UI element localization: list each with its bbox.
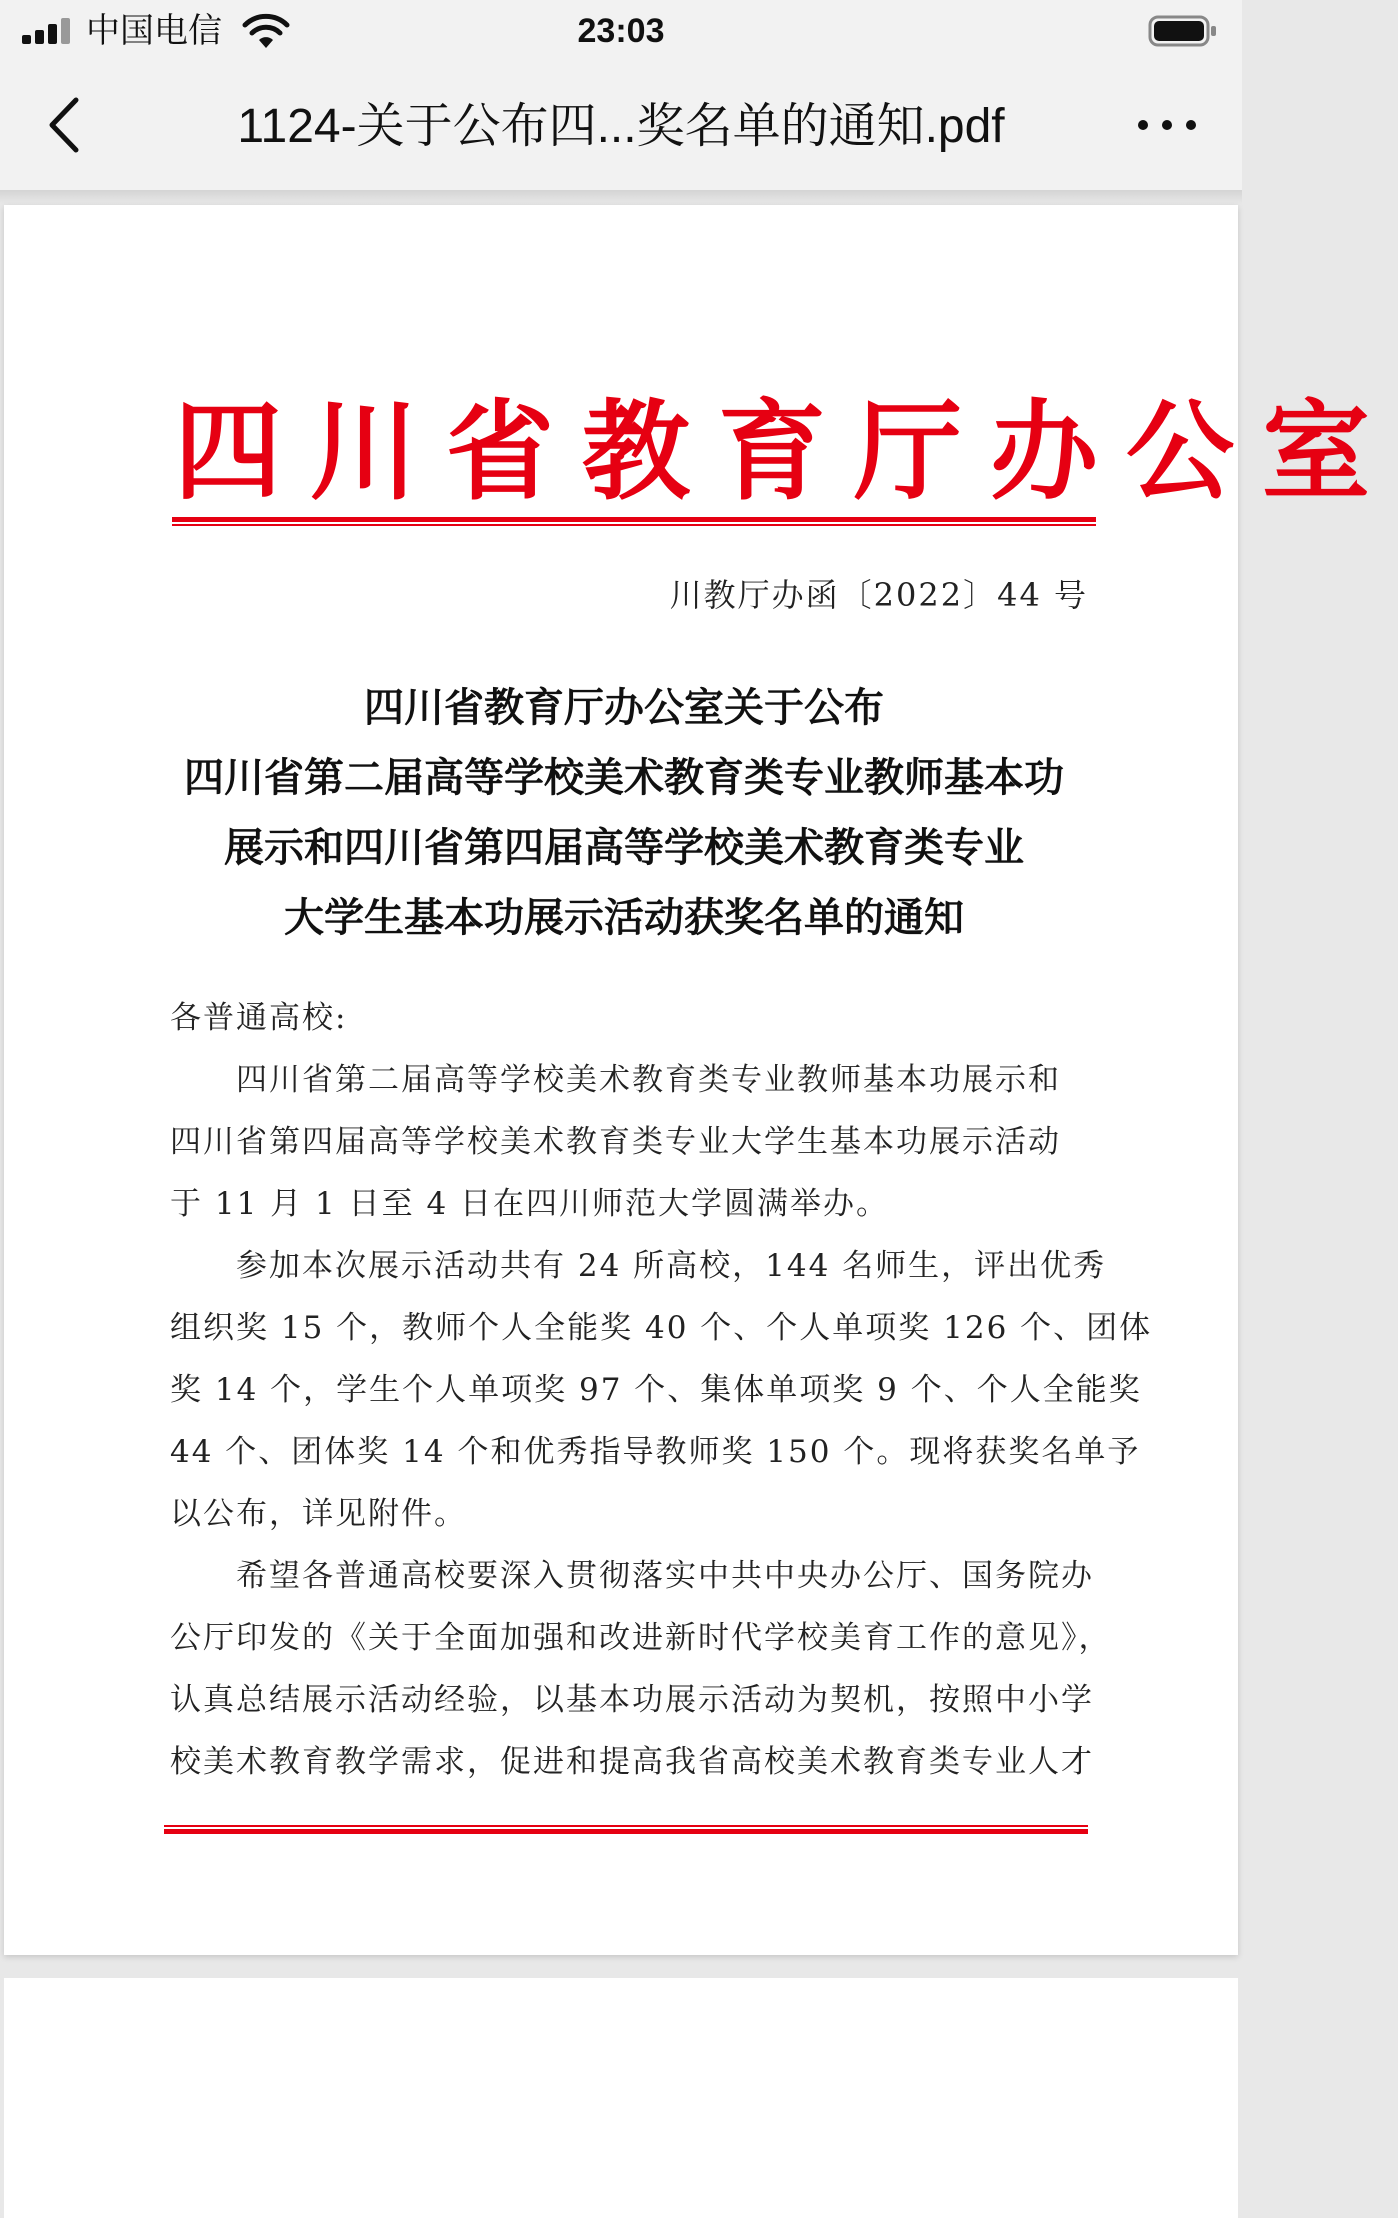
document-number: 川教厅办函〔2022〕44 号 xyxy=(669,576,1088,614)
issuer-header: 四川省教育厅办公室 xyxy=(174,389,1398,515)
body-line: 奖 14 个，学生个人单项奖 97 个、集体单项奖 9 个、个人全能奖 xyxy=(170,1372,1142,1408)
body-line: 各普通高校: xyxy=(170,1000,348,1036)
document-body xyxy=(170,987,1153,1793)
body-line: 以公布，详见附件。 xyxy=(170,1496,467,1532)
pdf-page[interactable] xyxy=(4,205,1398,1955)
carrier-label: 中国电信 xyxy=(86,11,222,51)
red-divider-bottom xyxy=(164,1825,1088,1833)
clock: 23:03 xyxy=(577,12,665,50)
body-line: 组织奖 15 个，教师个人全能奖 40 个、个人单项奖 126 个、团体 xyxy=(170,1310,1153,1346)
body-line: 校美术教育教学需求，促进和提高我省高校美术教育类专业人才 xyxy=(170,1744,1094,1780)
pdf-page-next[interactable] xyxy=(4,1978,1238,2218)
body-line: 于 11 月 1 日至 4 日在四川师范大学圆满举办。 xyxy=(170,1186,890,1222)
body-line: 公厅印发的《关于全面加强和改进新时代学校美育工作的意见》， xyxy=(170,1620,1112,1656)
body-line: 44 个、团体奖 14 个和优秀指导教师奖 150 个。现将获奖名单予 xyxy=(170,1434,1141,1470)
body-line: 认真总结展示活动经验，以基本功展示活动为契机，按照中小学 xyxy=(170,1682,1094,1718)
document-title xyxy=(164,673,1084,953)
title-line: 四川省教育厅办公室关于公布 xyxy=(364,684,884,731)
nav-bar xyxy=(0,62,1242,190)
more-options-icon[interactable] xyxy=(1132,110,1202,140)
status-bar xyxy=(0,0,1242,62)
title-line: 大学生基本功展示活动获奖名单的通知 xyxy=(284,894,964,941)
nav-divider xyxy=(0,190,1242,204)
battery-icon xyxy=(1148,14,1218,48)
document-file-title: 1124-关于公布四...奖名单的通知.pdf xyxy=(237,100,1005,153)
red-divider-top xyxy=(172,517,1096,525)
title-line: 展示和四川省第四届高等学校美术教育类专业 xyxy=(224,824,1024,871)
body-line: 参加本次展示活动共有 24 所高校，144 名师生，评出优秀 xyxy=(236,1248,1107,1284)
body-line: 四川省第二届高等学校美术教育类专业教师基本功展示和 xyxy=(236,1062,1061,1098)
body-line: 四川省第四届高等学校美术教育类专业大学生基本功展示活动 xyxy=(170,1124,1061,1160)
body-line: 希望各普通高校要深入贯彻落实中共中央办公厅、国务院办 xyxy=(236,1558,1094,1594)
title-line: 四川省第二届高等学校美术教育类专业教师基本功 xyxy=(184,754,1064,801)
back-icon[interactable] xyxy=(40,92,96,158)
